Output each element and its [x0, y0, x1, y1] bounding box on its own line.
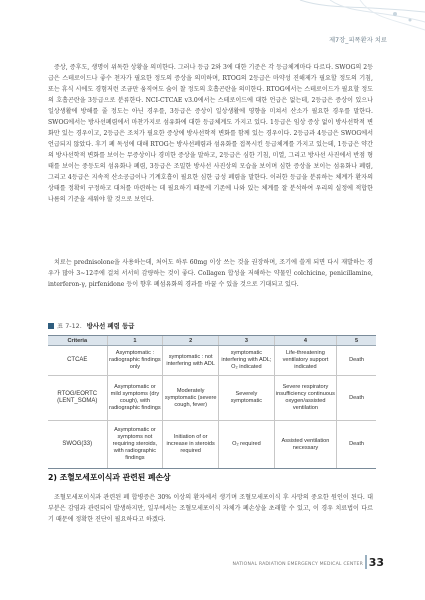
table-caption-title: 방사선 폐렴 등급: [86, 322, 135, 330]
table-cell-criteria: SWOG(33): [48, 421, 107, 469]
table-cell: Moderately symptomatic (severe cough, fever): [163, 376, 219, 421]
table-cell: Death: [337, 421, 376, 469]
page-number: 33: [368, 556, 384, 569]
table-header-cell: Criteria: [48, 336, 107, 346]
body-paragraph-1: [48, 62, 373, 205]
table-header-cell: 5: [337, 336, 376, 346]
table-cell: Asymptomatic or mild symptoms (dry cough), with radiographic findings: [107, 376, 163, 421]
table-caption-label: 표 7-12.: [57, 322, 82, 330]
pneumonitis-grade-table: [48, 335, 376, 469]
section-heading: 2) 조혈모세포이식과 관련된 폐손상: [48, 473, 171, 482]
footer-divider: [365, 555, 367, 569]
table-cell-criteria: RTOG/EORTC (LENT_SOMA): [48, 376, 107, 421]
table-cell: Life-threatening ventilatory support indicated: [274, 346, 336, 376]
table-header-cell: 4: [274, 336, 336, 346]
table-cell: symptomatic : not interfering with ADL: [163, 346, 219, 376]
table-cell: Assisted ventilation necessary: [274, 421, 336, 469]
table-cell: O₂ required: [219, 421, 275, 469]
table-row: [48, 376, 376, 421]
table-cell: Initiation of or increase in steroids required: [163, 421, 219, 469]
table-cell-criteria: CTCAE: [48, 346, 107, 376]
table-cell: Asymptomatic : radiographic findings only: [107, 346, 163, 376]
table-row: [48, 346, 376, 376]
table-header-cell: 1: [107, 336, 163, 346]
paragraph-text: 증상, 증후도, 생명이 위독한 상황을 의미한다. 그러나 등급 2와 3에 대한 기준은 각 등급체계마다 다르다. SWOG의 2등급은 스테로이드나 좋수 천자가 필요한 정도의 증상을 의미하며, RTOG의 2등급은 마약성 진해제가 필요할 정도의 기침, 또는 휴식 시에도 경험저런 조금만 움직여도 숨이 찰 정도의 호흡곤란을 의미한다. RTOG에서는 스테로이드가 필요할 정도의 호흡곤란을 3등급으로 분류한다. NCI-CTCAE v3.0에서는 스테로이드에 대한 언급은 없는데, 2등급은 증상이 있으나 일상생활에 방해를 줄 정도는 아닌 경우를, 3등급은 증상이 일상생활에 영향을 미쳐서 산소가 필요한 경우를 말한다. SWOG에서는 방사선폐렴에서 마찬가지로 섬유화에 대한 등급체계도 가지고 있다. 1등급은 임상 증상 없이 방사선학적 변화만 있는 경우이고, 2등급은 조치가 필요한 증상에 방사선학적 변화를 함께 있는 경우이다. 2등급과 4등급은 SWOG에서 언급되지 않았다. 후기 폐 독성에 대해 RTOG는 방사선폐렴과 섬유화를 접목시킨 등급체계를 가지고 있는데, 1등급은 약간의 방사선학적 변화를 보이는 무증상이나 경미한 증상을 말하고, 2등급은 심한 기침, 미열, 그리고 방사선 사진에서 반점 형태를 보이는 중등도의 섬유화나 폐렴, 3등급은 조밀한 방사선 사진상의 모습을 보이며 심한 증상을 보이는 섬유화나 폐렴, 그리고 4등급은 지속적 산소공급이나 기계호흡이 필요한 심한 급성 폐렴을 말한다. 이러한 등급을 분류하는 체계가 환자의 상태를 정확히 구정하고 대처를 마련하는 데 필요하기 때문에 기존에 나와 있는 체계를 잘 분석하여 우리의 실정에 적합한 나름의 기준을 세워야 할 것으로 보인다.: [48, 64, 373, 203]
table-cell: Asymptomatic or symptoms not requiring steroids, with radiographic findings: [107, 421, 163, 469]
paragraph-text: 조혈모세포이식과 관련된 폐 합병증은 30% 이상의 환자에서 생기며 조혈모세포이식 후 사망의 중요한 원인이 된다. 대부분은 감염과 관련되어 발생하지만, 일부에서는 조혈모세포이식 자체가 폐손상을 초래할 수 있고, 이 경우 치료법이 다르기 때문에 정확한 진단이 필요하다고 하겠다.: [48, 494, 373, 523]
table-header-cell: 3: [219, 336, 275, 346]
chapter-title: 제7장_피폭환자 치료: [329, 37, 387, 44]
table-cell: Severe respiratory insufficiency continuous oxygen/assisted ventilation: [274, 376, 336, 421]
table-row: [48, 421, 376, 469]
table-cell: Severely symptomatic: [219, 376, 275, 421]
table-header-row: [48, 336, 376, 346]
decorative-swirl-graphic: [0, 0, 425, 60]
caption-marker-icon: [48, 323, 54, 329]
paragraph-text: 치료는 prednisolone을 사용하는데, 처어도 하루 60mg 이상 쓰는 것을 권장하며, 조기에 쓸게 되면 다시 재발하는 경우가 많아 3~12주에 걸쳐 서서히 감량하는 것이 좋다. Collagen 합성을 저해하는 약물인 colchicine, penicillamine, interferon-γ, pirfenidone 등이 향후 폐섬유화의 경과를 바꿀 수 있을 것으로 기대되고 있다.: [48, 259, 373, 288]
table-cell: Death: [337, 376, 376, 421]
body-paragraph-2: [48, 257, 373, 290]
table-header-cell: 2: [163, 336, 219, 346]
table-caption: [48, 321, 134, 330]
table-cell: symptomatic interfering with ADL; O₂ indicated: [219, 346, 275, 376]
table-cell: Death: [337, 346, 376, 376]
footer-source-text: NATIONAL RADIATION EMERGENCY MEDICAL CENTER: [232, 562, 363, 567]
section-body-paragraph: [48, 492, 373, 525]
